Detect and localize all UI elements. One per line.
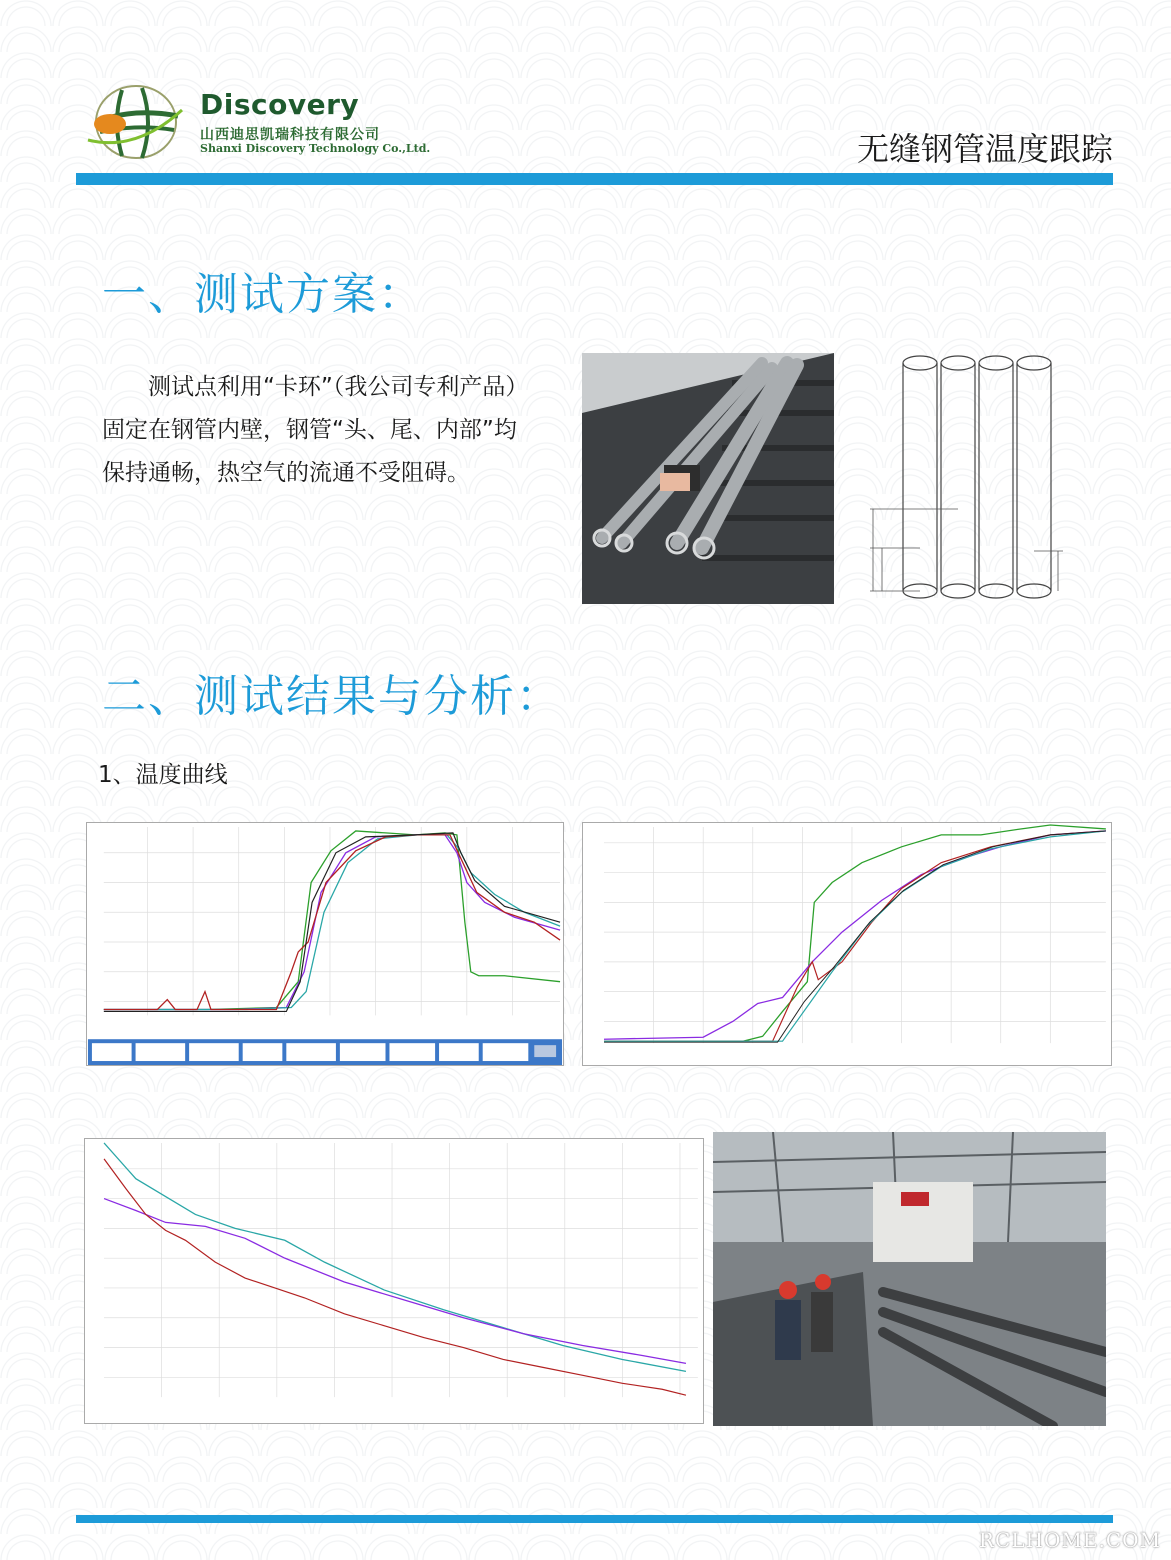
logo-name: Discovery bbox=[200, 88, 360, 121]
logo-company-chinese: 山西迪思凯瑞科技有限公司 bbox=[200, 127, 380, 143]
footer-divider bbox=[76, 1515, 1113, 1523]
temperature-curve-chart-2 bbox=[582, 822, 1112, 1066]
pipe-test-photo bbox=[582, 353, 834, 604]
pipe-sensor-drawing bbox=[858, 353, 1078, 606]
section-title-results: 二、测试结果与分析： bbox=[102, 671, 562, 722]
page-title: 无缝钢管温度跟踪 bbox=[856, 130, 1113, 168]
logo-company-english: Shanxi Discovery Technology Co.,Ltd. bbox=[200, 142, 431, 155]
subsection-temperature-curves: 1、温度曲线 bbox=[98, 762, 228, 788]
header-divider bbox=[76, 173, 1113, 185]
watermark: RCLHOME.COM bbox=[978, 1528, 1161, 1552]
factory-test-photo bbox=[713, 1132, 1106, 1426]
test-plan-description: 测试点利用“卡环”（我公司专利产品）固定在钢管内壁，钢管“头、尾、内部”均保持通畅，热空气的流通不受阻碍。 bbox=[102, 374, 529, 486]
temperature-curve-chart-3 bbox=[84, 1138, 704, 1424]
temperature-curve-chart-1 bbox=[86, 822, 564, 1066]
section-title-test-plan: 一、测试方案： bbox=[102, 269, 424, 320]
